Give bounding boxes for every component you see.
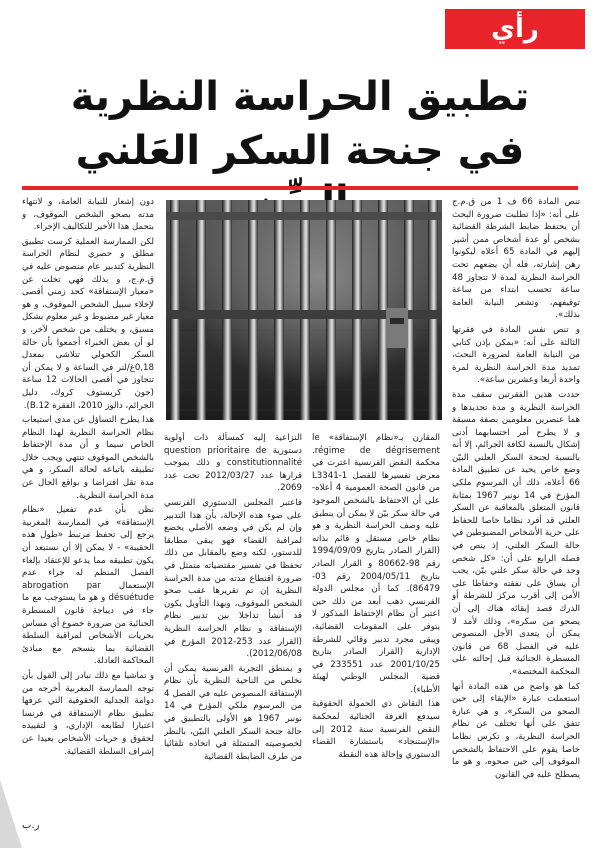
paragraph: دون إشعار للنيابة العامة، و لانتهاء مدته بصحو الشخص الموقوف، و بتحمل هذا الأخير للتكاليف الإجراء. bbox=[22, 197, 154, 233]
paragraph: حددت هذين الفقرتين سقف مدة الحراسة النظرية و مدة تجديدها و هما عنصرين معلومين بصفة مسبقة و لا يطرح أمر احتسابهما أدنى إشكال بالنسبة لكافة الجرائم، إلا أنه بالنسبة لجنحة السكر العلني البيّن وضع خاص يحيد عن تطبيق المادة 66 أعلاه، ذلك أن المرسوم ملكي المؤرخ في 14 نونبر 1967 بمثابة قانون المتعلق بالمعاقبة عن السكر العلني قد أفرد نظاما خاصا للحفاظ على حرية الأشخاص المضبوطين في حالة السكر العلني، إذ ينص في فصله الرابع على أن: «كل شخص وجد في حالة سكر علني بيّن، يجب أن يساق على نفقته وحفاظا على الأمن إلى أقرب مركز للشرطة أو الدرك قصد إبقائه هناك إلى أن يصحو من سكره»، وذلك لأمد لا يمكن أن يتعدى الأجل المنصوص عليه في الفصل 68 من قانون المسطرة الجنائية قبل إحالته على المحكمة المختصة». bbox=[452, 389, 580, 677]
section-rubric: رأي قانوني bbox=[445, 9, 585, 49]
prison-bars-image bbox=[166, 200, 442, 420]
headline-line-2: في جنحة السكر العَلني bbox=[75, 128, 525, 174]
headline-divider bbox=[22, 186, 578, 190]
paragraph: المقارن بـ«نظام الإستفاقة» le régime de dégrisement. محكمة النقض الفرنسية اعترت في معرض تفسيرها للفصل L3341-1 من قانون الصحة العمومية 4 أعلاه- على أن الاحتفاظ بالشخص الموجود في حالة سكر بيّن لا يمكن أن ينطبق عليه وصف الحراسة النظرية و هو نظام خاص مستقل و قائم بذاته (القرار الصادر بتاريخ 1994/09/09 رقم 98-80662 و القرار الصادر بتاريخ 2004/05/11 رقم 03-86479). كما أن مجلس الدولة الفرنسي ذهب أبعد من ذلك حين اعتبر أن نظام الإحتفاظ المذكور لا يتوفر على المقومات القضائية، ويبقى مجرد تدبير وقائي للشرطة الإدارية (القرار الصادر بتاريخ 2001/10/25 عدد 233551 في قضية المجلس الوطني لهيئة الأطباء). bbox=[312, 433, 440, 695]
paragraph: هذا النقاش ذي الحمولة الحقوقية سيدفع الغرفة الجنائية لمحكمة النقض الفرنسية سنة 2012 إلى «الإستنجاد» باستشارة القضاء الدستوري وإحالة هذه النقطة bbox=[312, 699, 440, 760]
page-number: ر.ب bbox=[22, 820, 40, 831]
headline-line-1: تطبيق الحراسة النظرية bbox=[70, 74, 530, 120]
prison-bars-photo bbox=[166, 200, 442, 420]
article-column-4 bbox=[22, 196, 154, 812]
paragraph: لكن الممارسة العملية كرست تطبيق مطلق و حصري لنظام الحراسة النظرية كتدبير عام منصوص عليه في ق.م.ج، و بذلك فهي تخلت عن «معيار الإستفاقة» كحد زمني أقصى لإخلاء سبيل الشخص الموقوف، و هو معيار غير مضبوط و غير معلوم بشكل مسبق، و يختلف من شخص لآخر، و لو أن بعض الخبراء أجمعوا بأن حالة السكر الكحولي تتلاشى بمعدل 0,18غ/لتر في الساعة و لا يمكن أن تتجاوز في أقصى الحالات 12 ساعة (جون كريستوف كروك، دليل الجرائم، دالوز 2010، الفقرة 12.B). bbox=[22, 236, 154, 411]
paragraph: و تماشيا مع ذلك نبادر إلى القول بأن توجه الممارسة المغربية أخرجه من دوامة الجدلية الحقوقية التي عرفها تطبيق نظام الإستفاقة في فرنسا اعتبارا لطابعه الإداري، و لتقييده لحقوق و حريات الأشخاص بعيدا عن إشراف السلطة القضائية. bbox=[22, 670, 154, 757]
paragraph: و بمنطق التجربة الفرنسية يمكن أن نخلص من الناحية النظرية بأن نظام الإستفاقة المنصوص عليه في الفصل 4 من المرسوم ملكي المؤرخ في 14 نونبر 1967 هو الأولى بالتطبيق في حالة جنحة السكر العلني البيّن، بالنظر لخصوصيته المتمثلة في اتخاذه تلقائيا من طرف الضابطة القضائية bbox=[164, 663, 302, 762]
article-column-2 bbox=[312, 432, 440, 822]
article-column-1 bbox=[452, 196, 580, 822]
article-column-3 bbox=[164, 432, 302, 822]
paragraph: تنص المادة 66 ف 1 من ق.م.ج على أنه: «إذا تطلبت ضرورة البحث أن يحتفظ ضابط الشرطة القضائية بشخص أو عدة أشخاص ممن أشير إليهم في المادة 65 أعلاه ليكونوا رهن إشارته، فله أن يضعهم تحت الحراسة النظرية لمدة لا تتجاوز 48 ساعة تحسب ابتداء من ساعة توقيفهم، وتشعر النيابة العامة بذلك». bbox=[452, 197, 580, 321]
paragraph: النزاعية إليه كمسألة ذات أولوية دستورية question prioritaire de constitutionnalité و ذلك بموجب قرارها عدد 2012/03/27 تحت عدد 2069. bbox=[164, 433, 302, 494]
page-curl bbox=[0, 780, 22, 848]
paragraph: فاعتبر المجلس الدستوري الفرنسي على ضوء هذه الإحالة، بأن هذا التدبير وإن لم يكن في وضعه الأصلي يخضع لمراقبة القضاء فهو يبقى مطابقا للدستور، لكنه وضع بالمقابل من ذلك تحفظا في تفسير مقتضياته متمثل في ضرورة اقتطاع مدته من مدة الحراسة النظرية إن تم تقريرها عقب صحو الشخص الموقوف، وبهذا التأويل يكون قد أنشأ تداخلا بين تدبير نظام الإستفاقة و نظام الحراسة النظرية (القرار عدد 253-2012 المؤرخ في 2012/06/08). bbox=[164, 497, 302, 660]
paragraph: هذا يطرح التساؤل عن مدى استيعاب نظام الحراسة النظرية لهذا النظام الخاص سيما و أن مدة الإحتفاظ بالشخص الموقوف تنتهي ويجب خلال تطبيقه باتباعه لحالة السكر، و هي مدة تقل افتراضا و بواقع الحال عن مدة الحراسة النظرية. bbox=[22, 415, 154, 501]
paragraph: نظن بأن عدم تفعيل «نظام الإستفاقة» في الممارسة المغربية يرجع إلى تحفظ مرتبط «طول هذه الحقيبة» - لا يمكن إلا أن نستبعد أن يكون تطبيقه مما يدعو للإعتقاد بإلغاء الفصل المنظم له جراء عدم الإستعمال abrogation par désuétude و هو ما يستوجب مع ما جاء في ديباجة قانون المسطرة الجنائية من ضرورة خضوع أي مساس بحريات الأشخاص لمراقبة السلطة القضائية بما ينسجم مع مبادئ المحاكمة العادلة. bbox=[22, 505, 154, 667]
paragraph: و تنص نفس المادة في فقرتها الثالثة على أنه: «يمكن بإذن كتابي من النيابة العامة لضرورة البحث، تمديد مدة الحراسة النظرية لمرة واحدة أربعا وعشرين ساعة». bbox=[452, 324, 580, 386]
paragraph: كما هو واضح من هذه المادة أنها استعملت عبارة «الإبقاء إلى حين الصحو من السكر»، و هي عبارة تتفق على أنها تختلف عن نظام الحراسة النظرية، و تكرس نظاما خاصا يقوم على الاحتفاظ بالشخص الموقوف إلى حين صحوه، و هو ما يصطلح عليه في القانون bbox=[452, 681, 580, 780]
